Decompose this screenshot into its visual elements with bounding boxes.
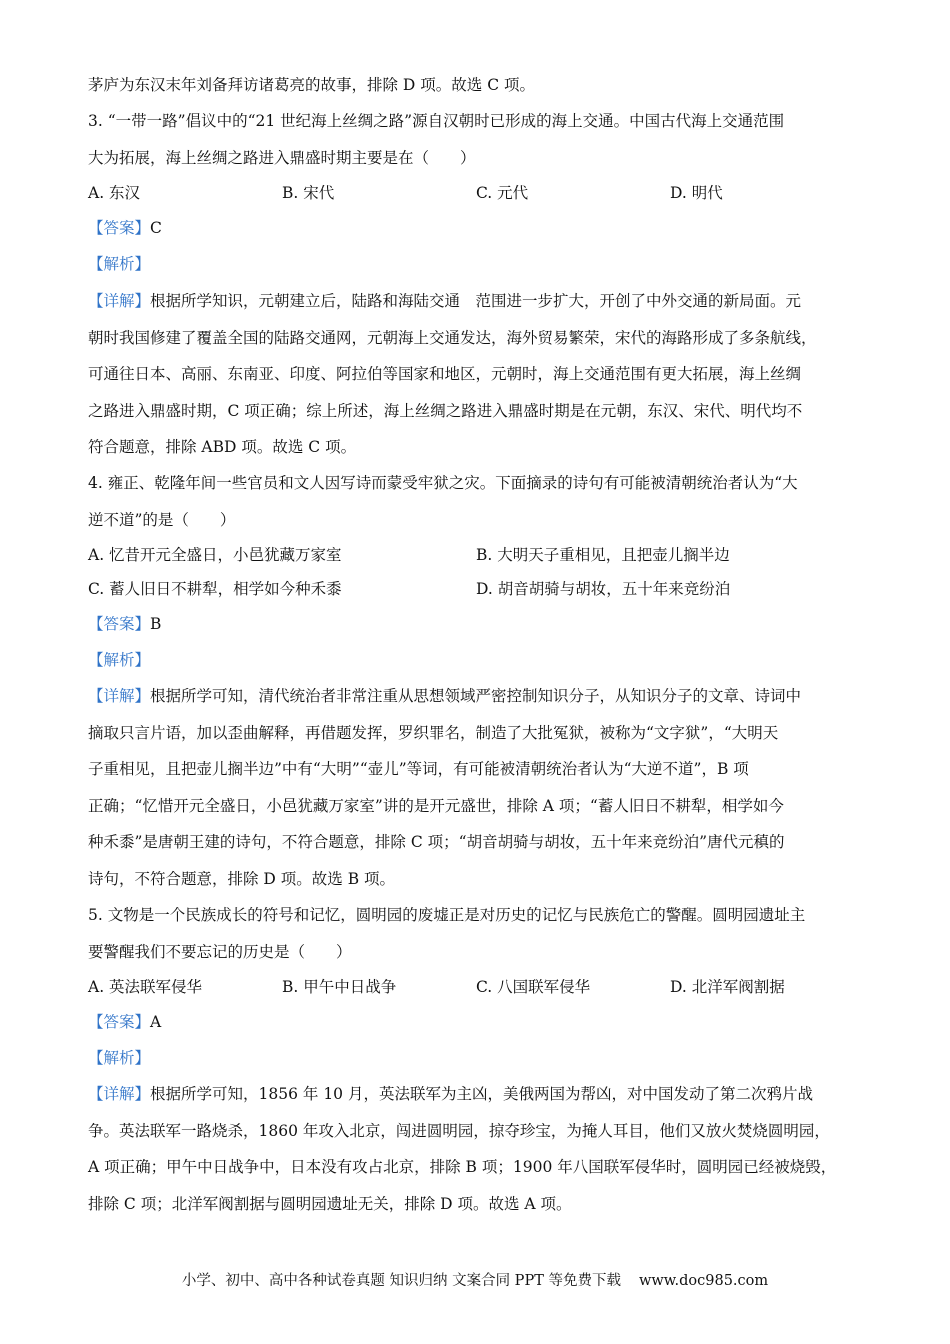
option-c: C. 蓄人旧日不耕犁，相学如今种禾黍	[88, 580, 342, 598]
page-footer	[0, 1269, 950, 1290]
detail-line: 符合题意，排除 ABD 项。故选 C 项。	[88, 438, 357, 456]
answer-value: C	[150, 219, 162, 237]
question-3-stem: 大为拓展，海上丝绸之路进入鼎盛时期主要是在（ ）	[88, 149, 476, 167]
option-a: A. 英法联军侵华	[88, 978, 203, 996]
answer-tag: 【答案】	[88, 615, 151, 633]
answer-tag: 【答案】	[88, 219, 151, 237]
detail-line: 子重相见，且把壶儿搁半边”中有“大明”“壶儿”等词，有可能被清朝统治者认为“大逆不道”，B 项	[88, 760, 749, 778]
analysis-line	[88, 1047, 868, 1069]
answer-line	[88, 1011, 868, 1033]
question-5-stem: 要警醒我们不要忘记的历史是（ ）	[88, 943, 352, 961]
question-3-stem: 3. “一带一路”倡议中的“21 世纪海上丝绸之路”源自汉朝时已形成的海上交通。中国古代海上交通范围	[88, 112, 785, 130]
analysis-tag: 【解析】	[88, 1049, 151, 1067]
option-b: B. 大明天子重相见，且把壶儿搁半边	[476, 546, 730, 564]
option-a: A. 东汉	[88, 184, 141, 202]
detail-text: 根据所学可知，1856 年 10 月，英法联军为主凶，美俄两国为帮凶，对中国发动了第二次鸦片战	[150, 1085, 813, 1103]
detail-line: 可通往日本、高丽、东南亚、印度、阿拉伯等国家和地区，元朝时，海上交通范围有更大拓展，海上丝绸	[88, 365, 802, 383]
question-4-stem: 逆不道”的是（ ）	[88, 511, 236, 529]
footer-text: 小学、初中、高中各种试卷真题 知识归纳 文案合同 PPT 等免费下载	[181, 1273, 621, 1289]
analysis-line	[88, 253, 868, 275]
option-a: A. 忆昔开元全盛日，小邑犹藏万家室	[88, 546, 342, 564]
detail-line: 正确；“忆惜开元全盛日，小邑犹藏万家室”讲的是开元盛世，排除 A 项；“蓄人旧日不耕犁，相学如今	[88, 797, 784, 815]
analysis-line	[88, 649, 868, 671]
option-d: D. 明代	[670, 184, 723, 202]
detail-line: 种禾黍”是唐朝王建的诗句，不符合题意，排除 C 项；“胡音胡骑与胡妆，五十年来竞纷泊”唐代元稹的	[88, 833, 785, 851]
question-4-stem: 4. 雍正、乾隆年间一些官员和文人因写诗而蒙受牢狱之灾。下面摘录的诗句有可能被清朝统治者认为“大	[88, 474, 798, 492]
detail-line: 争。英法联军一路烧杀，1860 年攻入北京，闯进圆明园，掠夺珍宝，为掩人耳目，他们又放火焚烧圆明园，	[88, 1122, 830, 1140]
analysis-tag: 【解析】	[88, 651, 151, 669]
answer-value: B	[150, 615, 162, 633]
option-d: D. 胡音胡骑与胡妆，五十年来竞纷泊	[476, 580, 731, 598]
answer-tag: 【答案】	[88, 1013, 151, 1031]
detail-line	[88, 685, 868, 707]
detail-tag: 【详解】	[88, 687, 151, 705]
answer-line	[88, 613, 868, 635]
detail-line: 之路进入鼎盛时期，C 项正确；综上所述，海上丝绸之路进入鼎盛时期是在元朝，东汉、宋代、明代均不	[88, 402, 803, 420]
detail-line: A 项正确；甲午中日战争中，日本没有攻占北京，排除 B 项；1900 年八国联军侵华时，圆明园已经被烧毁，	[88, 1158, 837, 1176]
option-c: C. 八国联军侵华	[476, 978, 591, 996]
option-b: B. 甲午中日战争	[282, 978, 397, 996]
answer-value: A	[150, 1013, 162, 1031]
answer-line	[88, 217, 868, 239]
option-d: D. 北洋军阀割据	[670, 978, 785, 996]
detail-line: 摘取只言片语，加以歪曲解释，再借题发挥，罗织罪名，制造了大批冤狱，被称为“文字狱”，“大明天	[88, 724, 779, 742]
detail-line: 排除 C 项；北洋军阀割据与圆明园遗址无关，排除 D 项。故选 A 项。	[88, 1195, 572, 1213]
detail-text: 根据所学可知，清代统治者非常注重从思想领域严密控制知识分子，从知识分子的文章、诗词中	[150, 687, 802, 705]
detail-line: 诗句，不符合题意，排除 D 项。故选 B 项。	[88, 870, 396, 888]
text-line: 茅庐为东汉末年刘备拜访诸葛亮的故事，排除 D 项。故选 C 项。	[88, 76, 535, 94]
analysis-tag: 【解析】	[88, 255, 151, 273]
question-5-stem: 5. 文物是一个民族成长的符号和记忆，圆明园的废墟正是对历史的记忆与民族危亡的警醒。圆明园遗址主	[88, 906, 806, 924]
option-b: B. 宋代	[282, 184, 335, 202]
footer-link[interactable]: www.doc985.com	[638, 1273, 769, 1289]
detail-line	[88, 290, 868, 312]
detail-line	[88, 1083, 868, 1105]
detail-line: 朝时我国修建了覆盖全国的陆路交通网，元朝海上交通发达，海外贸易繁荣，宋代的海路形成了多条航线，	[88, 329, 817, 347]
option-c: C. 元代	[476, 184, 529, 202]
detail-tag: 【详解】	[88, 292, 151, 310]
detail-tag: 【详解】	[88, 1085, 151, 1103]
detail-text: 根据所学知识，元朝建立后，陆路和海陆交通 范围进一步扩大，开创了中外交通的新局面。元	[150, 292, 802, 310]
